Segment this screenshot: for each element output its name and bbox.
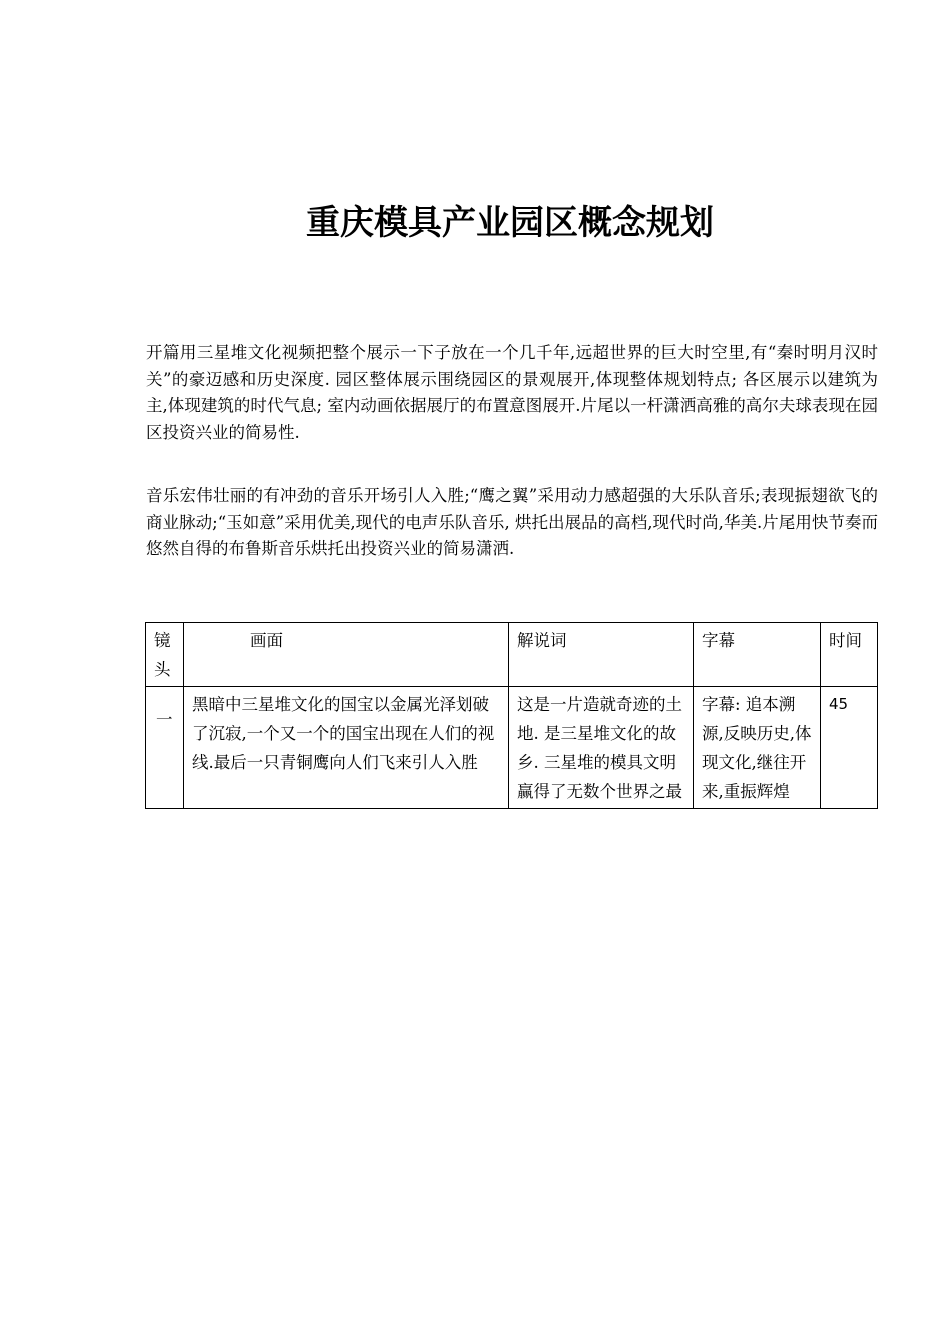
time-cell: 45 [821,687,878,809]
music-paragraph: 音乐宏伟壮丽的有冲劲的音乐开场引人入胜;“鹰之翼”采用动力感超强的大乐队音乐;表现振翅欲飞的商业脉动;“玉如意”采用优美,现代的电声乐队音乐, 烘托出展品的高档,现代时尚,华美.片尾用快节奏而悠然自得的布鲁斯音乐烘托出投资兴业的简易潇洒. [146,486,878,558]
table-header-row [146,623,878,687]
scene-emphasis-text: 引人入胜 [411,753,478,772]
header-scene: 画面 [184,623,509,687]
narration-cell: 这是一片造就奇迹的土地. 是三星堆文化的故乡. 三星堆的模具文明 赢得了无数个世界之最 [509,687,694,809]
shot-number-cell: 一 [146,687,184,809]
storyboard-table [145,622,878,809]
document-title: 重庆模具产业园区概念规划 [306,203,714,243]
header-subtitle: 字幕 [694,623,821,687]
table-row [146,687,878,809]
scene-cell [184,687,509,809]
subtitle-cell: 字幕: 追本溯源,反映历史,体现文化,继往开来,重振辉煌 [694,687,821,809]
header-time: 时间 [821,623,878,687]
header-shot: 镜头 [146,623,184,687]
scene-text: 黑暗中三星堆文化的国宝以金属光泽划破了沉寂,一个又一个的国宝出现在人们的视线.最后一只青铜鹰向人们飞来 [192,695,495,772]
header-narration: 解说词 [509,623,694,687]
intro-paragraph: 开篇用三星堆文化视频把整个展示一下子放在一个几千年,远超世界的巨大时空里,有“秦时明月汉时关”的豪迈感和历史深度. 园区整体展示围绕园区的景观展开,体现整体规划特点; 各区展示以建筑为主,体现建筑的时代气息; 室内动画依据展厅的布置意图展开.片尾以一杆潇洒高雅的高尔夫球表现在园区投资兴业的简易性. [146,343,878,442]
